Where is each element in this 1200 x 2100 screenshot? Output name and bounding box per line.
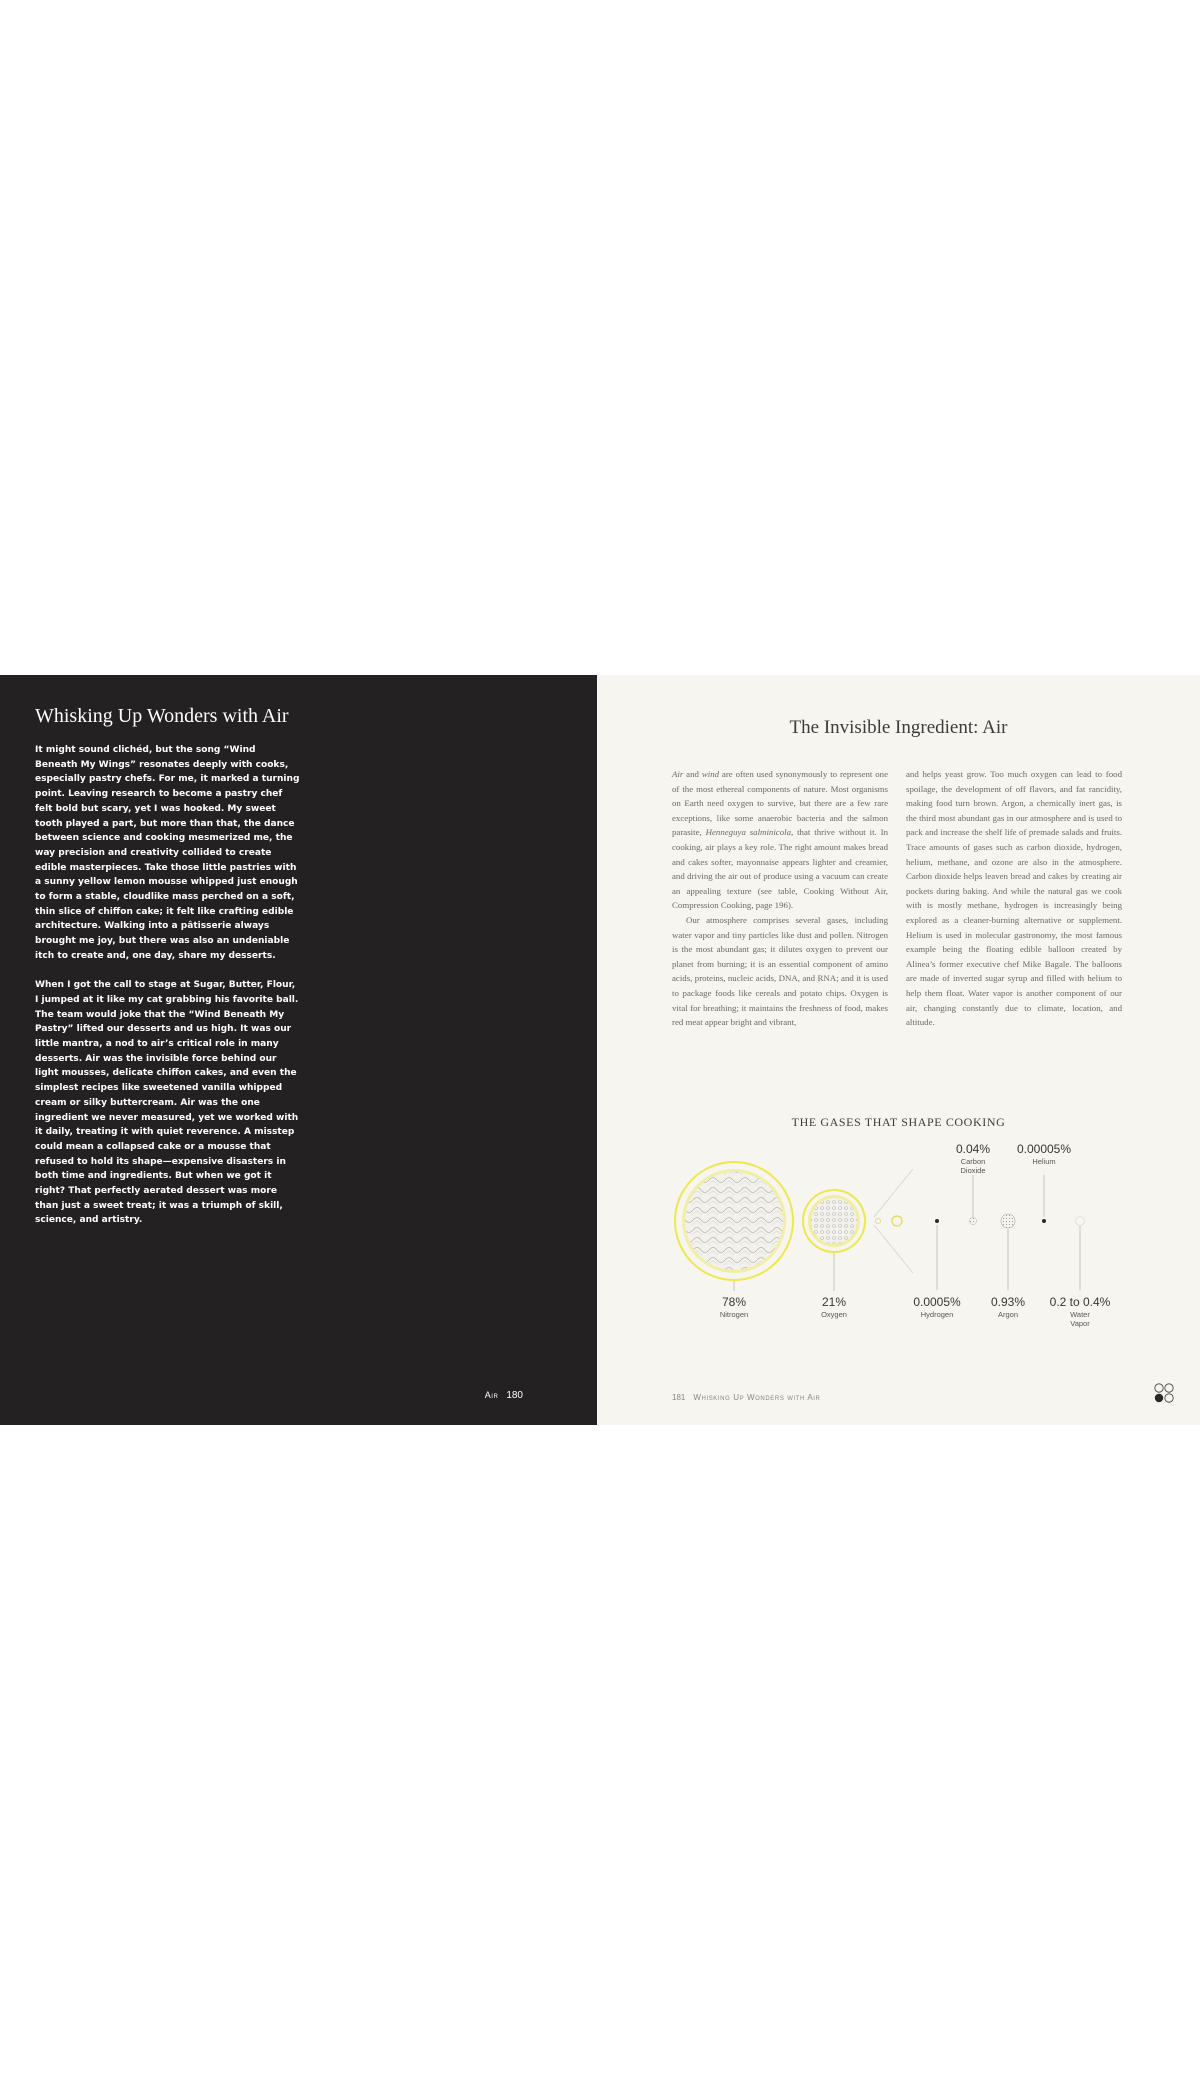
water-vapor-dot	[1076, 1217, 1085, 1226]
right-page-title: The Invisible Ingredient: Air	[789, 717, 1008, 738]
gas-name: Argon	[997, 1310, 1018, 1319]
paragraph: and helps yeast grow. Too much oxygen can lead to food spoilage, the development of off flavors, and fat rancidity, making food turn brown. Argon, a chemically inert gas, is the third most abundant gas in our atmosphere and is used to pack and increase the shelf life of premade salads and fruits. Trace amounts of gases such as carbon dioxide, hydrogen, helium, methane, and ozone are also in the atmosphere. Carbon dioxide helps leaven bread and cakes by creating air pockets during baking. And while the natural gas we cook with is mostly methane, hydrogen is increasingly being explored as a cleaner-burning alternative or supplement. Helium is used in molecular gastronomy, the most famous example being the floating edible balloon created by Alinea’s former executive chef Mike Bagale. The balloons are made of inverted sugar syrup and filled with helium to help them float. Water vapor is another component of our air, changing constantly due to climate, location, and altitude.	[906, 769, 1122, 1028]
text-run: and	[683, 769, 702, 779]
left-page	[0, 675, 597, 1425]
helium-dot	[1042, 1219, 1046, 1223]
right-page	[597, 675, 1200, 1425]
gas-name: Oxygen	[821, 1310, 847, 1319]
gases-diagram-graphic	[597, 1145, 1200, 1375]
paragraph: It might sound clichéd, but the song “Wind Beneath My Wings” resonates deeply with cooks, especially pastry chefs. For me, it marked a turning point. Leaving research to become a pastry chef felt bold but scary, yet I was hooked. My sweet tooth played a part, but more than that, the dance between science and cooking mesmerized me, the way precision and creativity collided to create edible masterpieces. Take those little pastries with a sunny yellow lemon mousse whipped just enough to form a stable, cloudlike mass perched on a soft, thin slice of chiffon cake; it felt like crafting edible architecture. Walking into a pâtisserie always brought me joy, but there was also an undeniable itch to create and, one day, share my desserts.	[35, 745, 300, 961]
book-spread	[0, 675, 1200, 1425]
italic-term: Air	[672, 769, 684, 779]
carbon-dioxide-dot	[970, 1218, 977, 1225]
chapter-mark-icon	[1153, 1382, 1177, 1406]
gas-percentage: 21%	[821, 1295, 847, 1309]
text-column-2	[906, 767, 1122, 1030]
text-run: , that thrive without it. In cooking, air plays a key role. The right amount makes bread and cakes softer, mayonnaise appears lighter and creamier, and driving the air out of produce using a vacuum can create an appealing texture (see table, Cooking Without Air, Compression Cooking, page 196).	[672, 827, 889, 911]
gas-name: Helium	[1032, 1157, 1056, 1166]
page-number: 181	[672, 1393, 686, 1402]
diagram-title: THE GASES THAT SHAPE COOKING	[791, 1115, 1006, 1129]
paragraph	[672, 767, 888, 913]
paragraph: Our atmosphere comprises several gases, including water vapor and tiny particles like dust and pollen. Nitrogen is the most abundant gas; it dilutes oxygen to prevent our planet from burning; it is an essential component of amino acids, proteins, nucleic acids, DNA, and RNA; and it is used to package foods like cereals and potato chips. Oxygen is vital for breathing; it maintains the freshness of food, makes red meat appear bright and vibrant,	[672, 914, 888, 1028]
argon-dot	[1001, 1214, 1015, 1228]
page-number: 180	[506, 1390, 523, 1401]
gas-percentage: 0.04%	[955, 1142, 991, 1156]
gases-diagram	[597, 1142, 1200, 1375]
gas-percentage: 0.93%	[990, 1295, 1026, 1309]
gas-label-nitrogen	[689, 1295, 779, 1319]
italic-term: wind	[701, 769, 720, 779]
text-column-1	[672, 767, 888, 1030]
text-run: are often used synonymously to represent one of the most ethereal components of nature. Most organisms on Earth need oxygen to survive, but there are a few rare exceptions, like some anaerobic bacteria and the salmon parasite,	[672, 769, 888, 838]
italic-term: Henneguya salminicola	[705, 827, 792, 838]
gas-percentage: 78%	[721, 1295, 747, 1309]
trace-gases-marker	[892, 1216, 902, 1226]
gas-percentage: 0.00005%	[1016, 1142, 1072, 1156]
gas-percentage: 0.2 to 0.4%	[1049, 1295, 1111, 1309]
gas-label-helium	[999, 1142, 1089, 1166]
left-folio	[485, 1390, 523, 1401]
gas-name: Hydrogen	[920, 1310, 954, 1319]
folio-section: Air	[484, 1390, 499, 1400]
gas-name: Nitrogen	[719, 1310, 749, 1319]
left-page-title: Whisking Up Wonders with Air	[35, 705, 289, 727]
gas-label-water-vapor	[1035, 1295, 1125, 1328]
gas-name: Water Vapor	[1070, 1310, 1090, 1328]
paragraph: When I got the call to stage at Sugar, Butter, Flour, I jumped at it like my cat grabbing his favorite ball. The team would joke that the “Wind Beneath My Pastry” lifted our desserts and us high. It was our little mantra, a nod to air’s critical role in many desserts. Air was the invisible force behind our light mousses, delicate chiffon cakes, and even the simplest recipes like sweetened vanilla whipped cream or silky buttercream. Air was the one ingredient we never measured, yet we worked with it daily, treating it with quiet reverence. A misstep could mean a collapsed cake or a mousse that refused to hold its shape—expensive disasters in both time and ingredients. But when we got it right? That perfectly aerated dessert was more than just a sweet treat; it was a triumph of skill, science, and artistry.	[35, 980, 299, 1226]
folio-section: Whisking Up Wonders with Air	[693, 1393, 821, 1402]
gas-label-oxygen	[789, 1295, 879, 1319]
gas-name: Carbon Dioxide	[960, 1157, 986, 1175]
left-page-body	[35, 743, 300, 1243]
gas-percentage: 0.0005%	[913, 1295, 961, 1309]
hydrogen-dot	[935, 1219, 939, 1223]
right-folio	[672, 1393, 821, 1402]
